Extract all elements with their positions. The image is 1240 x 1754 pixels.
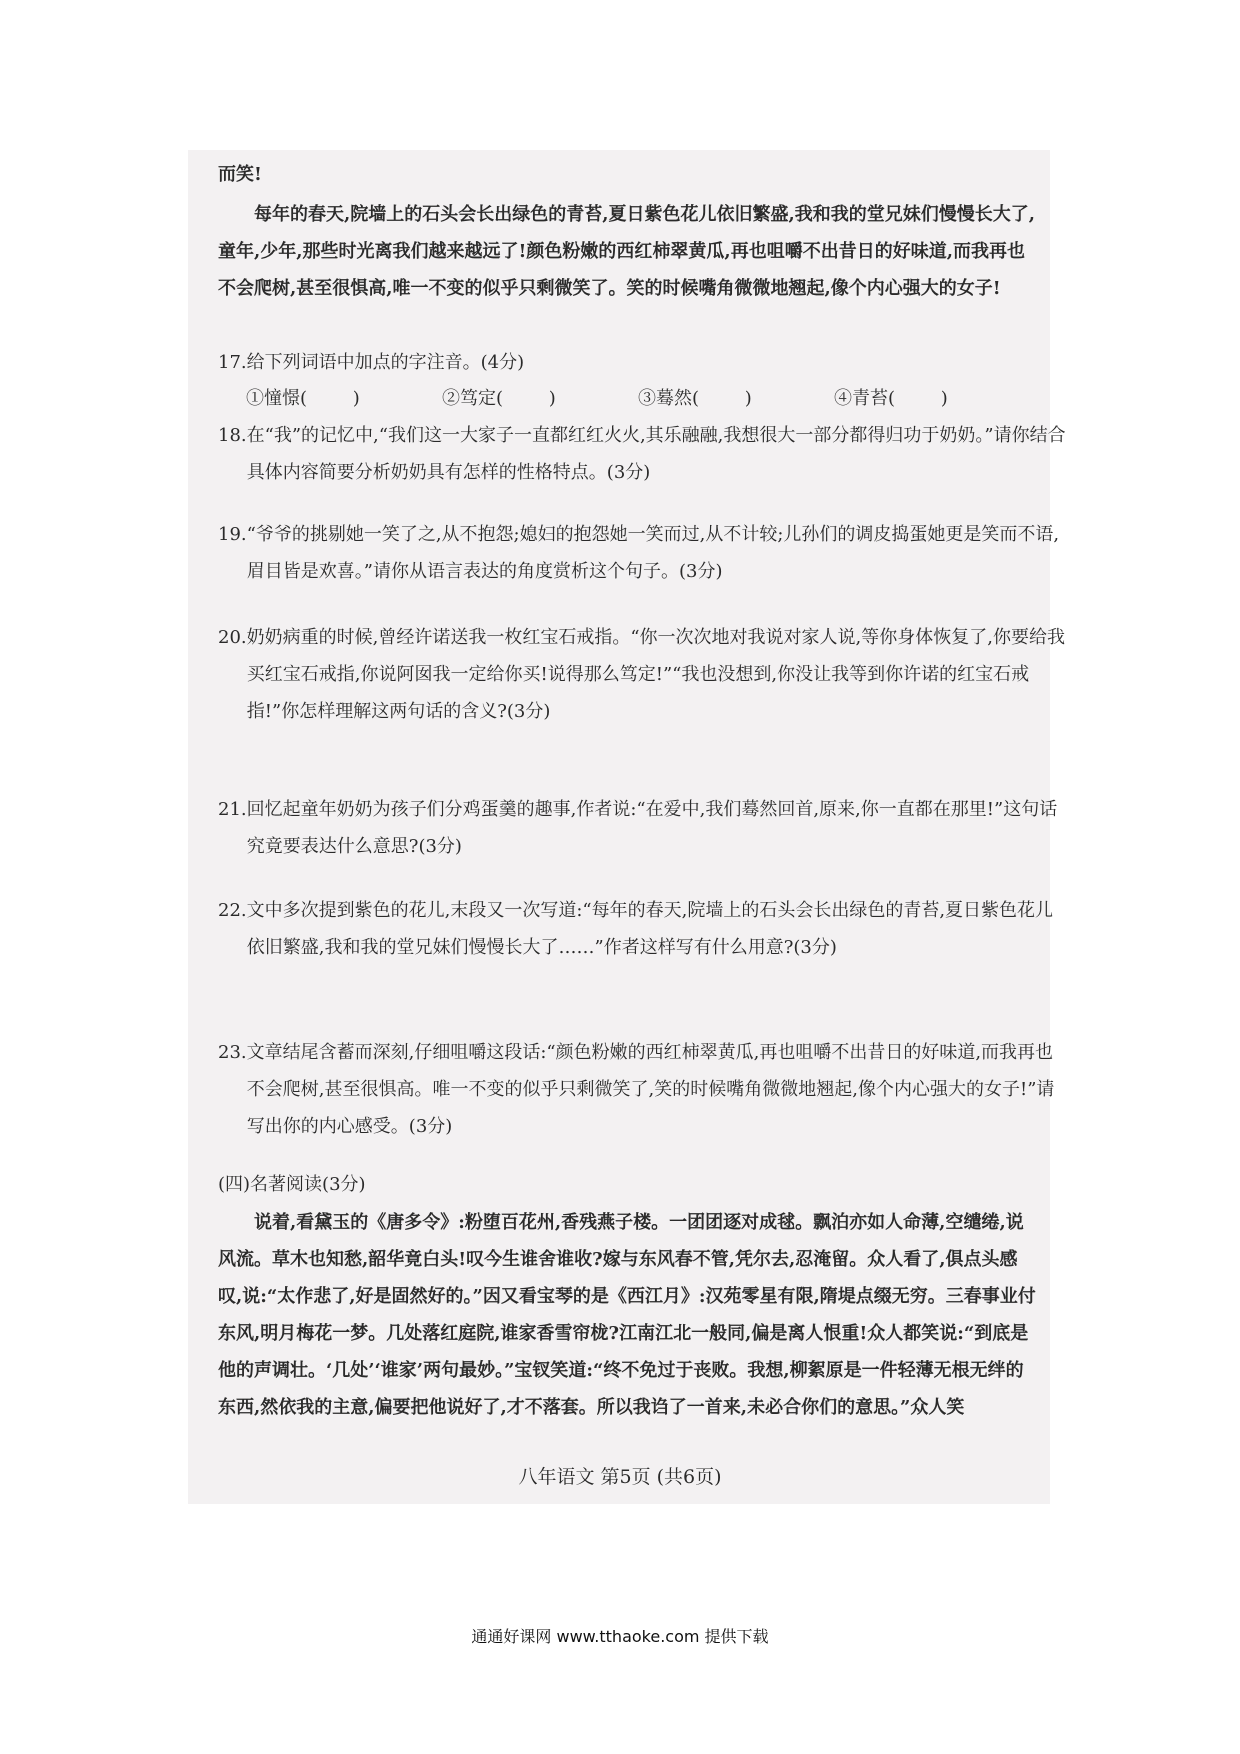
page-number: 八年语文 第5页 (共6页) <box>518 1466 722 1488</box>
blank-item: ④青苔( ) <box>834 388 948 409</box>
question-19: 19.“爷爷的挑剔她一笑了之,从不抱怨;媳妇的抱怨她一笑而过,从不计较;儿孙们的调皮捣蛋她更是笑而不语,眉目皆是欢喜。”请你从语言表达的角度赏析这个句子。(3分) <box>218 524 1060 582</box>
blank-item: ③蓦然( ) <box>638 388 752 409</box>
blank-item: ②笃定( ) <box>442 388 556 409</box>
classic-reading-passage: 说着,看黛玉的《唐多令》:粉堕百花州,香残燕子楼。一团团逐对成毬。飘泊亦如人命薄,空缱绻,说风流。草木也知愁,韶华竟白头!叹今生谁舍谁收?嫁与东风春不管,凭尔去,忍淹留。众人看了,俱点头感叹,说:“太作悲了,好是固然好的。”因又看宝琴的是《西江月》:汉苑零星有限,隋堤点缀无穷。三春事业付东风,明月梅花一梦。几处落红庭院,谁家香雪帘栊?江南江北一般同,偏是离人恨重!众人都笑说:“到底是他的声调壮。‘几处’‘谁家’两句最妙。”宝钗笑道:“终不免过于丧败。我想,柳絮原是一件轻薄无根无绊的东西,然依我的主意,偏要把他说好了,才不落套。所以我诌了一首来,未必合你们的意思。”众人笑 <box>218 1212 1036 1418</box>
question-18: 18.在“我”的记忆中,“我们这一大家子一直都红红火火,其乐融融,我想很大一部分都得归功于奶奶。”请你结合具体内容简要分析奶奶具有怎样的性格特点。(3分) <box>218 425 1066 483</box>
question-17: 17.给下列词语中加点的字注音。(4分) <box>218 352 525 373</box>
passage-fragment: 而笑! <box>218 164 262 185</box>
blank-item: ①憧憬( ) <box>246 388 360 409</box>
question-23: 23.文章结尾含蓄而深刻,仔细咀嚼这段话:“颜色粉嫩的西红柿翠黄瓜,再也咀嚼不出昔日的好味道,而我再也不会爬树,甚至很惧高。唯一不变的似乎只剩微笑了,笑的时候嘴角微微地翘起,像个内心强大的女子!”请写出你的内心感受。(3分) <box>218 1042 1055 1137</box>
download-credit: 通通好课网 www.tthaoke.com 提供下载 <box>471 1627 769 1646</box>
question-20: 20.奶奶病重的时候,曾经许诺送我一枚红宝石戒指。“你一次次地对我说对家人说,等你身体恢复了,你要给我买红宝石戒指,你说阿囡我一定给你买!说得那么笃定!”“我也没想到,你没让我等到你许诺的红宝石戒指!”你怎样理解这两句话的含义?(3分) <box>218 627 1065 722</box>
question-22: 22.文中多次提到紫色的花儿,末段又一次写道:“每年的春天,院墙上的石头会长出绿色的青苔,夏日紫色花儿依旧繁盛,我和我的堂兄妹们慢慢长大了……”作者这样写有什么用意?(3分) <box>218 900 1054 958</box>
question-17-blanks <box>218 380 1066 417</box>
closing-paragraph: 每年的春天,院墙上的石头会长出绿色的青苔,夏日紫色花儿依旧繁盛,我和我的堂兄妹们慢慢长大了,童年,少年,那些时光离我们越来越远了!颜色粉嫩的西红柿翠黄瓜,再也咀嚼不出昔日的好味道,而我再也不会爬树,甚至很惧高,唯一不变的似乎只剩微笑了。笑的时候嘴角微微地翘起,像个内心强大的女子! <box>218 204 1036 299</box>
section-heading: (四)名著阅读(3分) <box>218 1174 366 1195</box>
question-21: 21.回忆起童年奶奶为孩子们分鸡蛋羹的趣事,作者说:“在爱中,我们蓦然回首,原来,你一直都在那里!”这句话究竟要表达什么意思?(3分) <box>218 799 1058 857</box>
